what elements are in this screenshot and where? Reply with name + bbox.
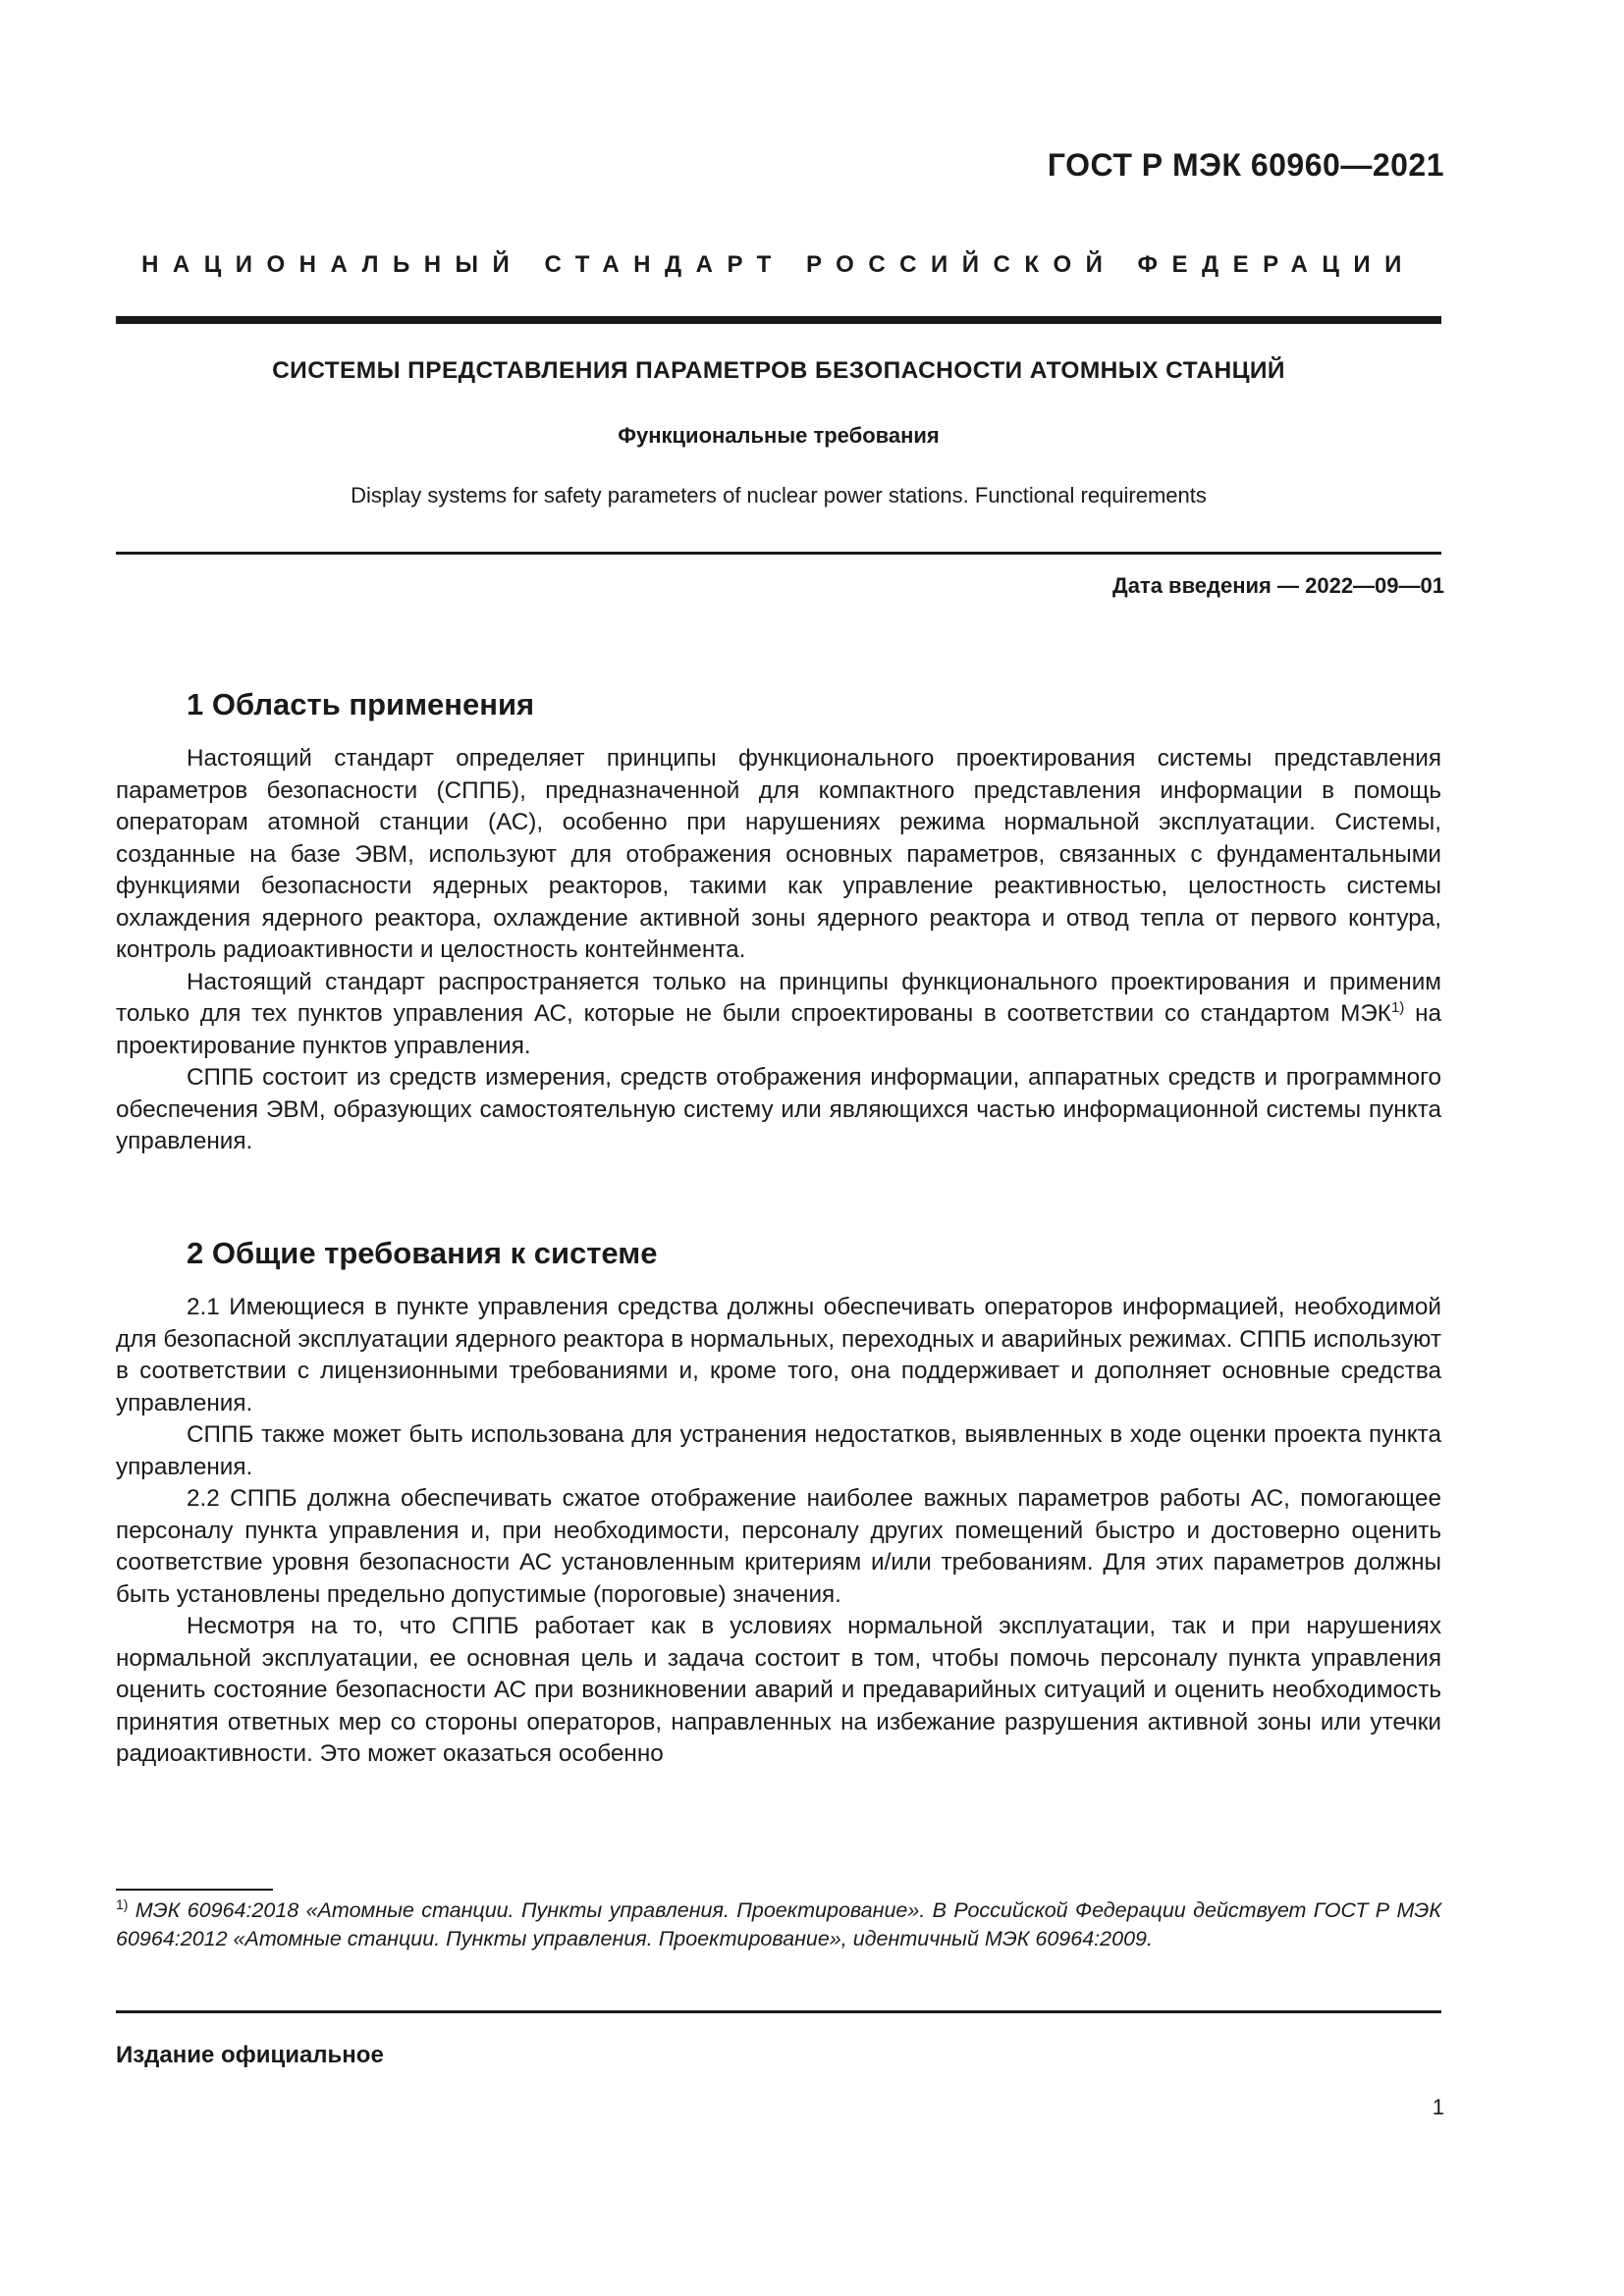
footnote-reference: 1) (1390, 999, 1405, 1016)
paragraph: Настоящий стандарт распространяется только на принципы функционального проектирования и применим только для тех пунктов управления АС, которые не были спроектированы в соответствии со стандартом МЭК$^{1)}$ на проектирование пунктов управления. (116, 968, 1441, 1059)
section-2-body (116, 1292, 1441, 1771)
paragraph: 2.1 Имеющиеся в пункте управления средства должны обеспечивать операторов информацией, необходимой для безопасной эксплуатации ядерного реактора в нормальных, переходных и аварийных режимах. СППБ используют в соответствии с лицензионными требованиями и, кроме того, она поддерживает и дополняет основные средства управления. (116, 1294, 1441, 1416)
footnote-text: МЭК 60964:2018 «Атомные станции. Пункты управления. Проектирование». В Российской Федерации действует ГОСТ Р МЭК 60964:2012 «Атомные станции. Пункты управления. Проектирование», идентичный МЭК 60964:2009. (116, 1898, 1441, 1950)
introduction-date: Дата введения — 2022—09—01 (1112, 573, 1444, 598)
section-heading-2: 2 Общие требования к системе (187, 1236, 658, 1270)
paragraph: СППБ также может быть использована для устранения недостатков, выявленных в ходе оценки проекта пункта управления. (116, 1421, 1441, 1480)
section-heading-1: 1 Область применения (187, 687, 535, 721)
document-number: ГОСТ Р МЭК 60960—2021 (1047, 147, 1444, 183)
paragraph: 2.2 СППБ должна обеспечивать сжатое отображение наиболее важных параметров работы АС, помогающее персоналу пункта управления и, при необходимости, персоналу других помещений быстро и достоверно оценить соответствие уровня безопасности АС установленным критериям и/или требованиям. Для этих параметров должны быть установлены предельно допустимые (пороговые) значения. (116, 1485, 1441, 1608)
paragraph: Настоящий стандарт определяет принципы функционального проектирования системы представления параметров безопасности (СППБ), предназначенной для компактного представления информации в помощь операторам атомной станции (АС), особенно при нарушениях режима нормальной эксплуатации. Системы, созданные на базе ЭВМ, используют для отображения основных параметров, связанных с фундаментальными функциями безопасности ядерных реакторов, такими как управление реактивностью, целостность системы охлаждения ядерного реактора, охлаждение активной зоны ядерного реактора и отвод тепла от первого контура, контроль радиоактивности и целостность контейнмента. (116, 745, 1441, 963)
header-rule-thick (116, 316, 1441, 324)
footnote-rule (116, 1889, 273, 1891)
paragraph: Несмотря на то, что СППБ работает как в условиях нормальной эксплуатации, так и при нарушениях нормальной эксплуатации, ее основная цель и задача состоит в том, чтобы помочь персоналу пункта управления оценить состояние безопасности АС при возникновении аварий и предаварийных ситуаций и оценить необходимость принятия ответных мер со стороны операторов, направленных на избежание разрушения активной зоны или утечки радиоактивности. Это может оказаться особенно (116, 1613, 1441, 1767)
footer-rule (116, 2010, 1441, 2013)
title-rule (116, 552, 1441, 555)
english-title: Display systems for safety parameters of nuclear power stations. Functional requirements (351, 483, 1207, 507)
paragraph: СППБ состоит из средств измерения, средств отображения информации, аппаратных средств и программного обеспечения ЭВМ, образующих самостоятельную систему или являющихся частью информационной системы пункта управления. (116, 1064, 1441, 1154)
edition-label: Издание официальное (116, 2042, 384, 2068)
document-subtitle: Функциональные требования (618, 423, 940, 448)
document-title: СИСТЕМЫ ПРЕДСТАВЛЕНИЯ ПАРАМЕТРОВ БЕЗОПАСНОСТИ АТОМНЫХ СТАНЦИЙ (272, 357, 1285, 384)
footnote (116, 1896, 1441, 1953)
national-standard-banner: НАЦИОНАЛЬНЫЙ СТАНДАРТ РОССИЙСКОЙ ФЕДЕРАЦИИ (141, 251, 1416, 278)
footnote-mark: 1) (116, 1896, 129, 1912)
section-1-body (116, 743, 1441, 1158)
page-number: 1 (1432, 2095, 1444, 2119)
